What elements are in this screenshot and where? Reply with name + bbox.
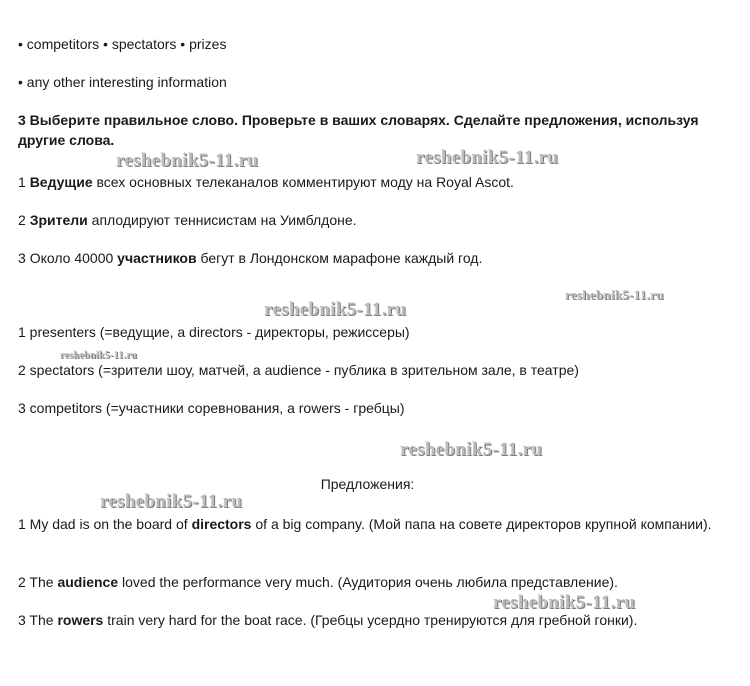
item-3 bbox=[18, 248, 482, 268]
item-3-pre: Около 40000 bbox=[29, 250, 118, 266]
item-1-rest: всех основных телеканалов комментируют моду на Royal Ascot. bbox=[92, 174, 514, 190]
bullet-list-line-2: • any other interesting information bbox=[18, 74, 227, 90]
sentence-2-rest: loved the performance very much. (Аудитория очень любила представление). bbox=[118, 574, 618, 590]
item-3-bold: участников bbox=[117, 250, 197, 266]
sentence-3-bold: rowers bbox=[57, 612, 104, 628]
sentence-2-pre: 2 The bbox=[18, 574, 58, 590]
item-3-num: 3 bbox=[18, 250, 26, 266]
item-3-rest: бегут в Лондонском марафоне каждый год. bbox=[196, 250, 483, 266]
sentence-1-bold: directors bbox=[191, 516, 252, 532]
sentence-1-pre: 1 My dad is on the board of bbox=[18, 516, 192, 532]
watermark: reshebnik5-11.ru bbox=[565, 287, 664, 302]
watermark: reshebnik5-11.ru bbox=[400, 439, 543, 460]
watermark: reshebnik5-11.ru bbox=[493, 592, 636, 613]
answer-2: 2 spectators (=зрители шоу, матчей, a audience - публика в зрительном зале, в театре) bbox=[18, 362, 579, 378]
item-2-bold: Зрители bbox=[29, 212, 88, 228]
sentence-2 bbox=[18, 572, 618, 592]
item-1-num: 1 bbox=[18, 174, 26, 190]
watermark: reshebnik5-11.ru bbox=[116, 150, 259, 171]
item-2 bbox=[18, 210, 357, 230]
sentence-3-pre: 3 The bbox=[18, 612, 58, 628]
answer-1: 1 presenters (=ведущие, a directors - директоры, режиссеры) bbox=[18, 324, 410, 340]
task-heading: 3 Выберите правильное слово. Проверьте в ваших словарях. Сделайте предложения, используя другие слова. bbox=[18, 112, 699, 148]
sentence-3-rest: train very hard for the boat race. (Гребцы усердно тренируются для гребной гонки). bbox=[103, 612, 638, 628]
bullet-list-line-1: • competitors • spectators • prizes bbox=[18, 36, 227, 52]
item-2-num: 2 bbox=[18, 212, 26, 228]
item-2-rest: аплодируют теннисистам на Уимблдоне. bbox=[87, 212, 357, 228]
sentence-1 bbox=[18, 512, 736, 536]
answer-3: 3 competitors (=участники соревнования, a rowers - гребцы) bbox=[18, 400, 405, 416]
sentences-title: Предложения: bbox=[320, 476, 415, 492]
watermark: reshebnik5-11.ru bbox=[416, 147, 559, 168]
sentence-2-bold: audience bbox=[57, 574, 119, 590]
item-1-bold: Ведущие bbox=[29, 174, 93, 190]
item-1 bbox=[18, 172, 514, 192]
watermark: reshebnik5-11.ru bbox=[264, 299, 407, 320]
watermark: reshebnik5-11.ru bbox=[60, 350, 138, 361]
watermark: reshebnik5-11.ru bbox=[100, 491, 243, 512]
sentence-1-rest: of a big company. (Мой папа на совете директоров крупной компании). bbox=[251, 516, 712, 532]
